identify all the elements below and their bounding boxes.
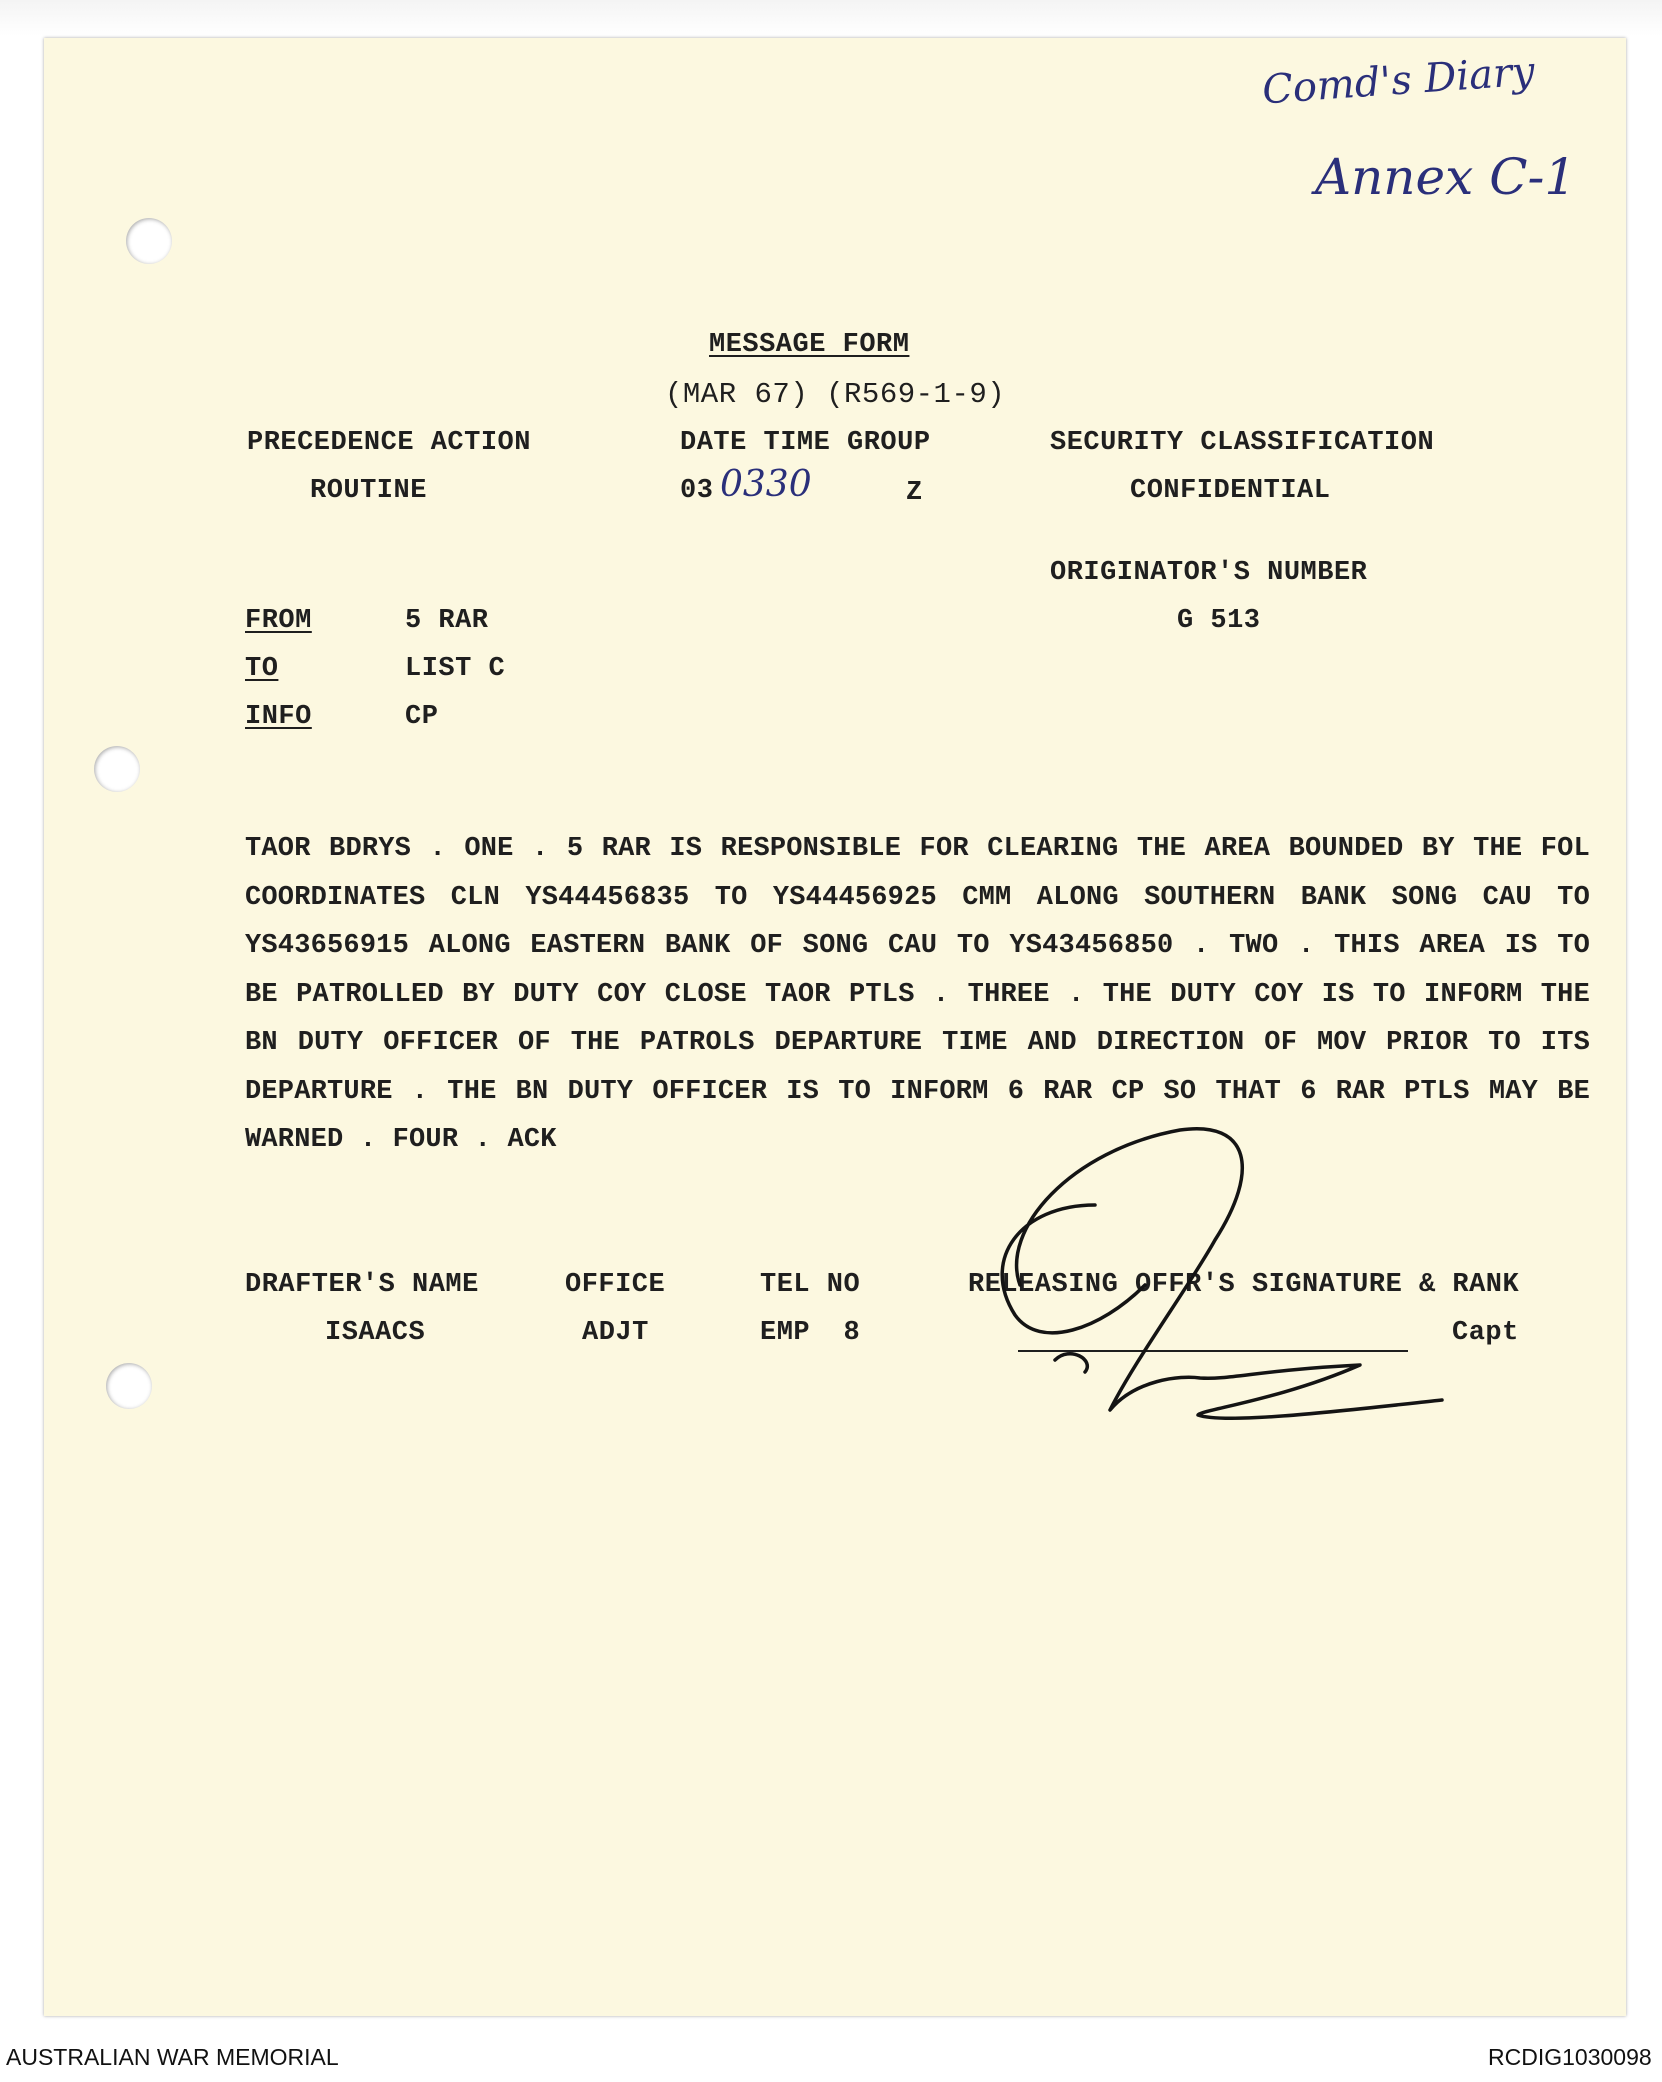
handwritten-diary-note: Comd's Diary: [1260, 48, 1537, 114]
office-label: OFFICE: [565, 1270, 666, 1300]
dtg-zone: Z: [906, 478, 923, 508]
info-value: CP: [405, 702, 439, 732]
drafter-label: DRAFTER'S NAME: [245, 1270, 479, 1300]
originator-value: G 513: [1177, 606, 1261, 636]
signature-label: RELEASING OFFR'S SIGNATURE & RANK: [968, 1270, 1520, 1300]
from-label: FROM: [245, 606, 312, 636]
dtg-handwritten-time: 0330: [720, 464, 812, 505]
from-value: 5 RAR: [405, 606, 489, 636]
archive-reference: RCDIG1030098: [1488, 2044, 1652, 2070]
office-value: ADJT: [582, 1318, 649, 1348]
punch-hole-bottom: [106, 1363, 152, 1409]
form-title: MESSAGE FORM: [709, 330, 910, 360]
dtg-prefix: 03: [680, 476, 714, 506]
to-value: LIST C: [405, 654, 506, 684]
message-body: TAOR BDRYS . ONE . 5 RAR IS RESPONSIBLE FOR CLEARING THE AREA BOUNDED BY THE FOL COORDINATES CLN YS44456835 TO YS44456925 CMM ALONG SOUTHERN BANK SONG CAU TO YS43656915 ALONG EASTERN BANK OF SONG CAU TO YS43456850 . TWO . THIS AREA IS TO BE PATROLLED BY DUTY COY CLOSE TAOR PTLS . THREE . THE DUTY COY IS TO INFORM THE BN DUTY OFFICER OF THE PATROLS DEPARTURE TIME AND DIRECTION OF MOV PRIOR TO ITS DEPARTURE . THE BN DUTY OFFICER IS TO INFORM 6 RAR CP SO THAT 6 RAR PTLS MAY BE WARNED . FOUR . ACK: [245, 834, 1590, 1155]
handwritten-annex-note: Annex C-1: [1315, 148, 1577, 206]
tel-value: EMP 8: [760, 1318, 861, 1348]
dtg-label: DATE TIME GROUP: [680, 428, 931, 458]
precedence-value: ROUTINE: [310, 476, 427, 506]
punch-hole-top: [126, 218, 172, 264]
originator-label: ORIGINATOR'S NUMBER: [1050, 558, 1368, 588]
tel-label: TEL NO: [760, 1270, 861, 1300]
form-reference: (MAR 67) (R569-1-9): [665, 378, 1006, 411]
punch-hole-middle: [94, 746, 140, 792]
handwritten-signature: [960, 1110, 1460, 1440]
info-label: INFO: [245, 702, 312, 732]
security-value: CONFIDENTIAL: [1130, 476, 1331, 506]
scan-background: [0, 0, 1662, 36]
drafter-value: ISAACS: [325, 1318, 426, 1348]
to-label: TO: [245, 654, 279, 684]
archive-institution: AUSTRALIAN WAR MEMORIAL: [6, 2044, 339, 2070]
rank-value: Capt: [1452, 1318, 1519, 1348]
security-label: SECURITY CLASSIFICATION: [1050, 428, 1435, 458]
precedence-label: PRECEDENCE ACTION: [247, 428, 531, 458]
